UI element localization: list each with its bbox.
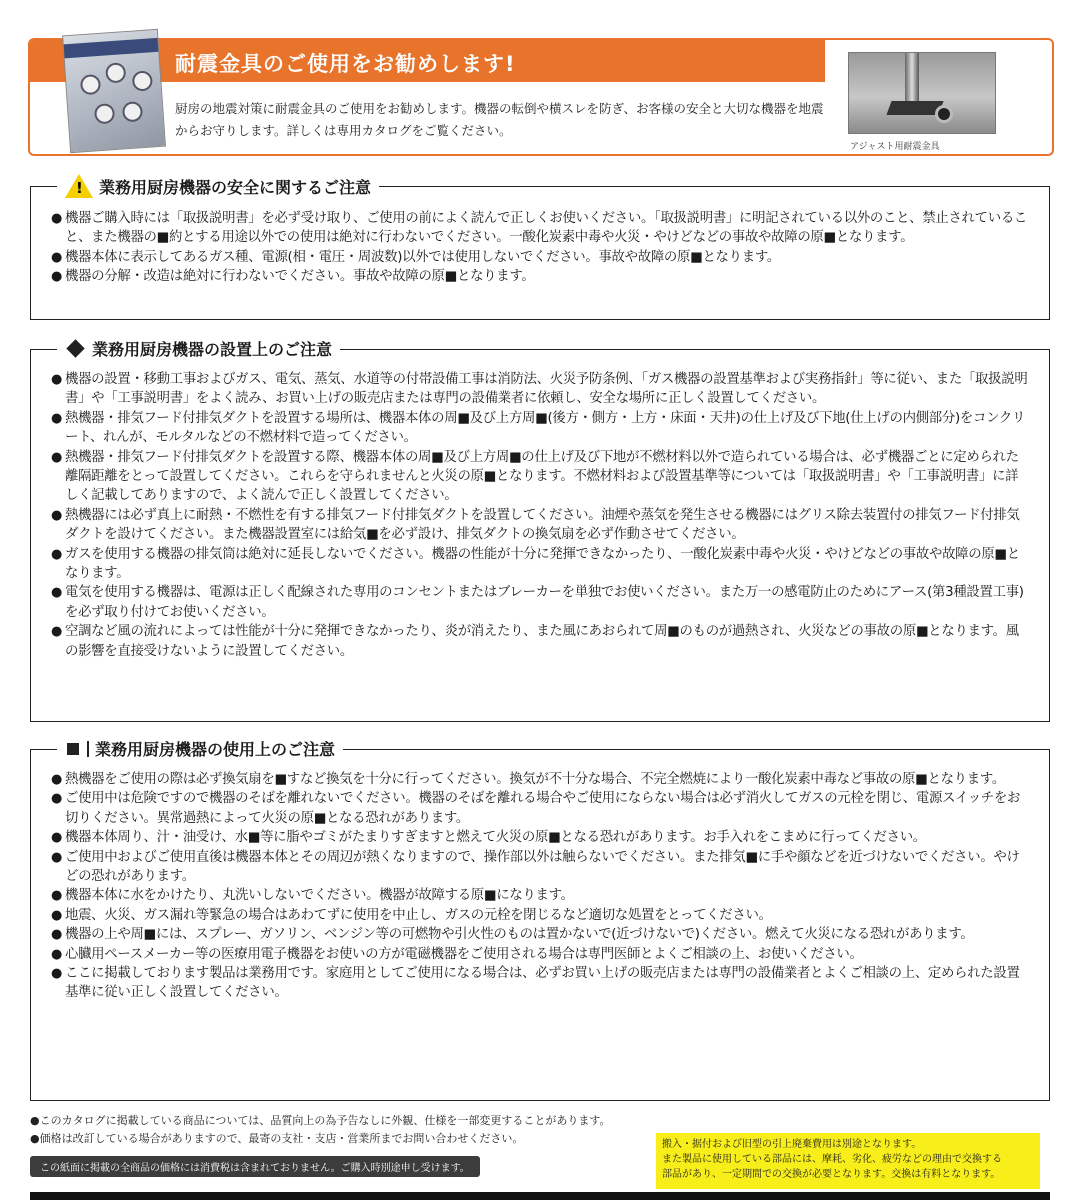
list-item: ● 熱機器・排気フード付排気ダクトを設置する際、機器本体の周■及び上方周■の仕上げ及び下地が不燃材料以外で造られている場合は、必ず機器ごとに定められた離隔距離をとって設置してください。これらを守られませんと火災の原■となります。不燃材料および設置基準等については「取扱説明書」や「工事説明書」に詳しく記載してありますので、よく読んで正しく設置してください。 [51, 448, 1031, 506]
installation-fee-notice: 搬入・据付および旧型の引上廃棄費用は別途となります。 また製品に使用している部品には、摩耗、劣化、疲労などの理由で交換する 部品があり、一定期間での交換が必要となります。交換は有料となります。 [656, 1133, 1040, 1189]
list-item: ● 機器本体に表示してあるガス種、電源(相・電圧・周波数)以外では使用しないでください。事故や故障の原■となります。 [51, 248, 1031, 267]
usage-notice-section [30, 740, 1050, 1101]
list-item: ● 機器の上や周■には、スプレー、ガソリン、ベンジン等の可燃物や引火性のものは置かないで(近づけないで)ください。燃えて火災になる恐れがあります。 [51, 925, 1031, 944]
diamond-icon [66, 339, 84, 357]
list-item: ● 熱機器には必ず真上に耐熱・不燃性を有する排気フード付排気ダクトを設置してください。油煙や蒸気を発生させる機器にはグリス除去装置付の排気フード付排気ダクトを設けてください。また機器設置室には給気■を必ず設け、排気ダクトの換気扇を必ず作動させてください。 [51, 506, 1031, 545]
list-item: ● 電気を使用する機器は、電源は正しく配線された専用のコンセントまたはブレーカーを単独でお使いください。また万一の感電防止のためにアース(第3種設置工事)を必ず取り付けてお使いください。 [51, 583, 1031, 622]
usage-section-title: 業務用厨房機器の使用上のご注意 [57, 737, 343, 760]
safety-section-title: ! 業務用厨房機器の安全に関するご注意 [57, 174, 379, 198]
list-item: ● ご使用中およびご使用直後は機器本体とその周辺が熱くなりますので、操作部以外は触らないでください。また排気■に手や顔などを近づけないでください。やけどの恐れがあります。 [51, 848, 1031, 887]
list-item: ● 空調など風の流れによっては性能が十分に発揮できなかったり、炎が消えたり、また風にあおられて周■のものが過熱され、火災などの事故の原■となります。風の影響を直接受けないように設置してください。 [51, 622, 1031, 661]
list-item: ● 機器本体に水をかけたり、丸洗いしないでください。機器が故障する原■になります。 [51, 886, 1031, 905]
list-item: ● ガスを使用する機器の排気筒は絶対に延長しないでください。機器の性能が十分に発揮できなかったり、一酸化炭素中毒や火災・やけどなどの事故や故障の原■となります。 [51, 545, 1031, 584]
installation-notice-section [30, 340, 1050, 722]
tax-notice-badge: この紙面に掲載の全商品の価格には消費税は含まれておりません。ご購入時別途申し受けます。 [30, 1156, 480, 1177]
seismic-banner [28, 38, 1054, 156]
catalog-cover-image [62, 29, 166, 153]
list-item: ● 機器の設置・移動工事およびガス、電気、蒸気、水道等の付帯設備工事は消防法、火災予防条例、「ガス機器の設置基準および実務指針」等に従い、また「取扱説明書」や「工事説明書」をよく読み、お買い上げの販売店または専門の設備業者に依頼し、安全な場所に正しく設置してください。 [51, 370, 1031, 409]
list-item: ● 心臓用ペースメーカー等の医療用電子機器をお使いの方が電磁機器をご使用される場合は専門医師とよくご相談の上、お使いください。 [51, 945, 1031, 964]
list-item: ● 機器本体周り、汁・油受け、水■等に脂やゴミがたまりすぎますと燃えて火災の原■となる恐れがあります。お手入れをこまめに行ってください。 [51, 828, 1031, 847]
list-item: ● ここに掲載しております製品は業務用です。家庭用としてご使用になる場合は、必ずお買い上げの販売店または専門の設備業者とよくご相談の上、定められた設置基準に従い正しく設置してください。 [51, 964, 1031, 1003]
safety-notice-section [30, 177, 1050, 320]
seismic-bracket-photo [848, 52, 996, 134]
warning-triangle-icon [65, 174, 93, 198]
square-icon [67, 743, 79, 755]
banner-description: 厨房の地震対策に耐震金具のご使用をお勧めします。機器の転倒や横スレを防ぎ、お客様の安全と大切な機器を地震からお守りします。詳しくは専用カタログをご覧ください。 [175, 101, 824, 138]
divider-bar-icon [87, 741, 89, 757]
installation-section-title: 業務用厨房機器の設置上のご注意 [57, 337, 340, 360]
footer-notes [30, 1112, 611, 1148]
list-item: ● 機器ご購入時には「取扱説明書」を必ず受け取り、ご使用の前によく読んで正しくお使いください。「取扱説明書」に明記されている以外のこと、禁止されていること、また機器の■約とする用途以外での使用は絶対に行わないでください。一酸化炭素中毒や火災・やけどなどの事故や故障の原■となります。 [51, 209, 1031, 248]
footer-note: ● このカタログに掲載している商品については、品質向上の為予告なしに外観、仕様を一部変更することがあります。 [30, 1112, 611, 1130]
list-item: ● 機器の分解・改造は絶対に行わないでください。事故や故障の原■となります。 [51, 267, 1031, 286]
list-item: ● 熱機器をご使用の際は必ず換気扇を■すなど換気を十分に行ってください。換気が不十分な場合、不完全燃焼により一酸化炭素中毒など事故の原■となります。 [51, 770, 1031, 789]
list-item: ● 熱機器・排気フード付排気ダクトを設置する場所は、機器本体の周■及び上方周■(後方・側方・上方・床面・天井)の仕上げ及び下地(仕上げの内側部分)をコンクリート、れんが、モルタルなどの不燃材料で造ってください。 [51, 409, 1031, 448]
banner-title: 耐震金具のご使用をお勧めします! [175, 52, 516, 76]
footer-bar [30, 1192, 1050, 1200]
list-item: ● ご使用中は危険ですので機器のそばを離れないでください。機器のそばを離れる場合やご使用にならない場合は必ず消火してガスの元栓を閉じ、電源スイッチをお切りください。異常過熱によって火災の原■となる恐れがあります。 [51, 789, 1031, 828]
list-item: ● 地震、火災、ガス漏れ等緊急の場合はあわてずに使用を中止し、ガスの元栓を閉じるなど適切な処置をとってください。 [51, 906, 1031, 925]
footer-note: ● 価格は改訂している場合がありますので、最寄の支社・支店・営業所までお問い合わせください。 [30, 1130, 611, 1148]
photo-caption: アジャスト用耐震金具 [850, 142, 940, 152]
